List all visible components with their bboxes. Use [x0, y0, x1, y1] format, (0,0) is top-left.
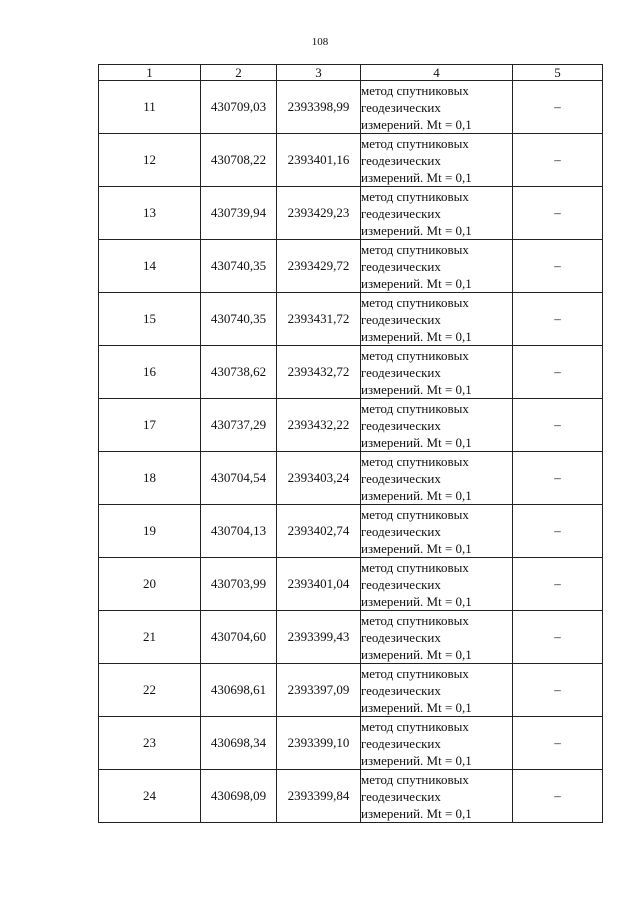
- method-line: измерений. Mt = 0,1: [361, 593, 472, 609]
- point-number-cell: 22: [99, 664, 201, 717]
- method-line: метод спутниковых: [361, 241, 469, 257]
- description-cell: –: [513, 399, 603, 452]
- description-cell: –: [513, 81, 603, 134]
- method-cell: [361, 346, 513, 399]
- point-number-cell: 19: [99, 505, 201, 558]
- x-coordinate-cell: 430708,22: [201, 134, 277, 187]
- method-cell: [361, 558, 513, 611]
- method-line: измерений. Mt = 0,1: [361, 381, 472, 397]
- point-number-cell: 18: [99, 452, 201, 505]
- point-number-cell: 23: [99, 717, 201, 770]
- method-cell: [361, 770, 513, 823]
- method-line: измерений. Mt = 0,1: [361, 434, 472, 450]
- table-body: [99, 81, 603, 823]
- method-line: геодезических: [361, 470, 441, 486]
- point-number-cell: 20: [99, 558, 201, 611]
- method-cell: [361, 187, 513, 240]
- description-cell: –: [513, 558, 603, 611]
- method-line: геодезических: [361, 205, 441, 221]
- table-row: [99, 558, 603, 611]
- method-line: метод спутниковых: [361, 82, 469, 98]
- method-cell: [361, 452, 513, 505]
- y-coordinate-cell: 2393432,72: [277, 346, 361, 399]
- y-coordinate-cell: 2393431,72: [277, 293, 361, 346]
- method-cell: [361, 717, 513, 770]
- description-cell: –: [513, 717, 603, 770]
- method-line: геодезических: [361, 523, 441, 539]
- y-coordinate-cell: 2393402,74: [277, 505, 361, 558]
- column-header-3: 3: [277, 65, 361, 81]
- x-coordinate-cell: 430737,29: [201, 399, 277, 452]
- point-number-cell: 14: [99, 240, 201, 293]
- table-header-row: [99, 65, 603, 81]
- method-cell: [361, 134, 513, 187]
- method-line: геодезических: [361, 576, 441, 592]
- point-number-cell: 11: [99, 81, 201, 134]
- method-line: измерений. Mt = 0,1: [361, 805, 472, 821]
- y-coordinate-cell: 2393401,16: [277, 134, 361, 187]
- description-cell: –: [513, 134, 603, 187]
- method-line: метод спутниковых: [361, 665, 469, 681]
- table-row: [99, 187, 603, 240]
- point-number-cell: 15: [99, 293, 201, 346]
- method-line: измерений. Mt = 0,1: [361, 328, 472, 344]
- method-line: метод спутниковых: [361, 453, 469, 469]
- point-number-cell: 16: [99, 346, 201, 399]
- method-line: метод спутниковых: [361, 135, 469, 151]
- x-coordinate-cell: 430704,60: [201, 611, 277, 664]
- column-header-5: 5: [513, 65, 603, 81]
- point-number-cell: 12: [99, 134, 201, 187]
- method-line: метод спутниковых: [361, 718, 469, 734]
- method-line: измерений. Mt = 0,1: [361, 116, 472, 132]
- point-number-cell: 24: [99, 770, 201, 823]
- x-coordinate-cell: 430698,61: [201, 664, 277, 717]
- method-line: измерений. Mt = 0,1: [361, 487, 472, 503]
- table-row: [99, 293, 603, 346]
- method-line: метод спутниковых: [361, 559, 469, 575]
- y-coordinate-cell: 2393398,99: [277, 81, 361, 134]
- description-cell: –: [513, 452, 603, 505]
- method-line: измерений. Mt = 0,1: [361, 222, 472, 238]
- method-cell: [361, 611, 513, 664]
- column-header-2: 2: [201, 65, 277, 81]
- table-row: [99, 346, 603, 399]
- y-coordinate-cell: 2393403,24: [277, 452, 361, 505]
- y-coordinate-cell: 2393397,09: [277, 664, 361, 717]
- column-header-1: 1: [99, 65, 201, 81]
- y-coordinate-cell: 2393399,10: [277, 717, 361, 770]
- y-coordinate-cell: 2393401,04: [277, 558, 361, 611]
- method-cell: [361, 399, 513, 452]
- method-line: измерений. Mt = 0,1: [361, 169, 472, 185]
- method-line: геодезических: [361, 258, 441, 274]
- point-number-cell: 17: [99, 399, 201, 452]
- method-line: геодезических: [361, 417, 441, 433]
- method-line: метод спутниковых: [361, 771, 469, 787]
- description-cell: –: [513, 505, 603, 558]
- table-row: [99, 81, 603, 134]
- column-header-4: 4: [361, 65, 513, 81]
- description-cell: –: [513, 187, 603, 240]
- method-line: геодезических: [361, 364, 441, 380]
- x-coordinate-cell: 430709,03: [201, 81, 277, 134]
- table-row: [99, 717, 603, 770]
- method-line: измерений. Mt = 0,1: [361, 752, 472, 768]
- table-row: [99, 240, 603, 293]
- x-coordinate-cell: 430739,94: [201, 187, 277, 240]
- method-line: метод спутниковых: [361, 188, 469, 204]
- y-coordinate-cell: 2393432,22: [277, 399, 361, 452]
- method-line: метод спутниковых: [361, 400, 469, 416]
- table-row: [99, 770, 603, 823]
- method-line: геодезических: [361, 788, 441, 804]
- method-line: измерений. Mt = 0,1: [361, 540, 472, 556]
- table-row: [99, 505, 603, 558]
- method-line: геодезических: [361, 152, 441, 168]
- y-coordinate-cell: 2393429,72: [277, 240, 361, 293]
- table-row: [99, 664, 603, 717]
- point-number-cell: 13: [99, 187, 201, 240]
- method-line: геодезических: [361, 682, 441, 698]
- method-cell: [361, 293, 513, 346]
- x-coordinate-cell: 430740,35: [201, 293, 277, 346]
- x-coordinate-cell: 430698,34: [201, 717, 277, 770]
- method-line: метод спутниковых: [361, 347, 469, 363]
- method-cell: [361, 240, 513, 293]
- method-line: геодезических: [361, 99, 441, 115]
- x-coordinate-cell: 430704,54: [201, 452, 277, 505]
- table-row: [99, 134, 603, 187]
- method-line: геодезических: [361, 311, 441, 327]
- x-coordinate-cell: 430738,62: [201, 346, 277, 399]
- x-coordinate-cell: 430704,13: [201, 505, 277, 558]
- method-line: метод спутниковых: [361, 506, 469, 522]
- description-cell: –: [513, 240, 603, 293]
- coordinates-table: [98, 64, 603, 823]
- table-row: [99, 452, 603, 505]
- y-coordinate-cell: 2393399,43: [277, 611, 361, 664]
- method-line: геодезических: [361, 629, 441, 645]
- method-line: метод спутниковых: [361, 612, 469, 628]
- x-coordinate-cell: 430740,35: [201, 240, 277, 293]
- description-cell: –: [513, 611, 603, 664]
- description-cell: –: [513, 346, 603, 399]
- table-row: [99, 611, 603, 664]
- method-cell: [361, 81, 513, 134]
- method-line: метод спутниковых: [361, 294, 469, 310]
- y-coordinate-cell: 2393399,84: [277, 770, 361, 823]
- method-line: измерений. Mt = 0,1: [361, 646, 472, 662]
- method-cell: [361, 505, 513, 558]
- x-coordinate-cell: 430703,99: [201, 558, 277, 611]
- method-line: геодезических: [361, 735, 441, 751]
- page-number: 108: [311, 36, 329, 48]
- description-cell: –: [513, 293, 603, 346]
- table-row: [99, 399, 603, 452]
- point-number-cell: 21: [99, 611, 201, 664]
- method-line: измерений. Mt = 0,1: [361, 699, 472, 715]
- description-cell: –: [513, 664, 603, 717]
- method-cell: [361, 664, 513, 717]
- y-coordinate-cell: 2393429,23: [277, 187, 361, 240]
- description-cell: –: [513, 770, 603, 823]
- x-coordinate-cell: 430698,09: [201, 770, 277, 823]
- method-line: измерений. Mt = 0,1: [361, 275, 472, 291]
